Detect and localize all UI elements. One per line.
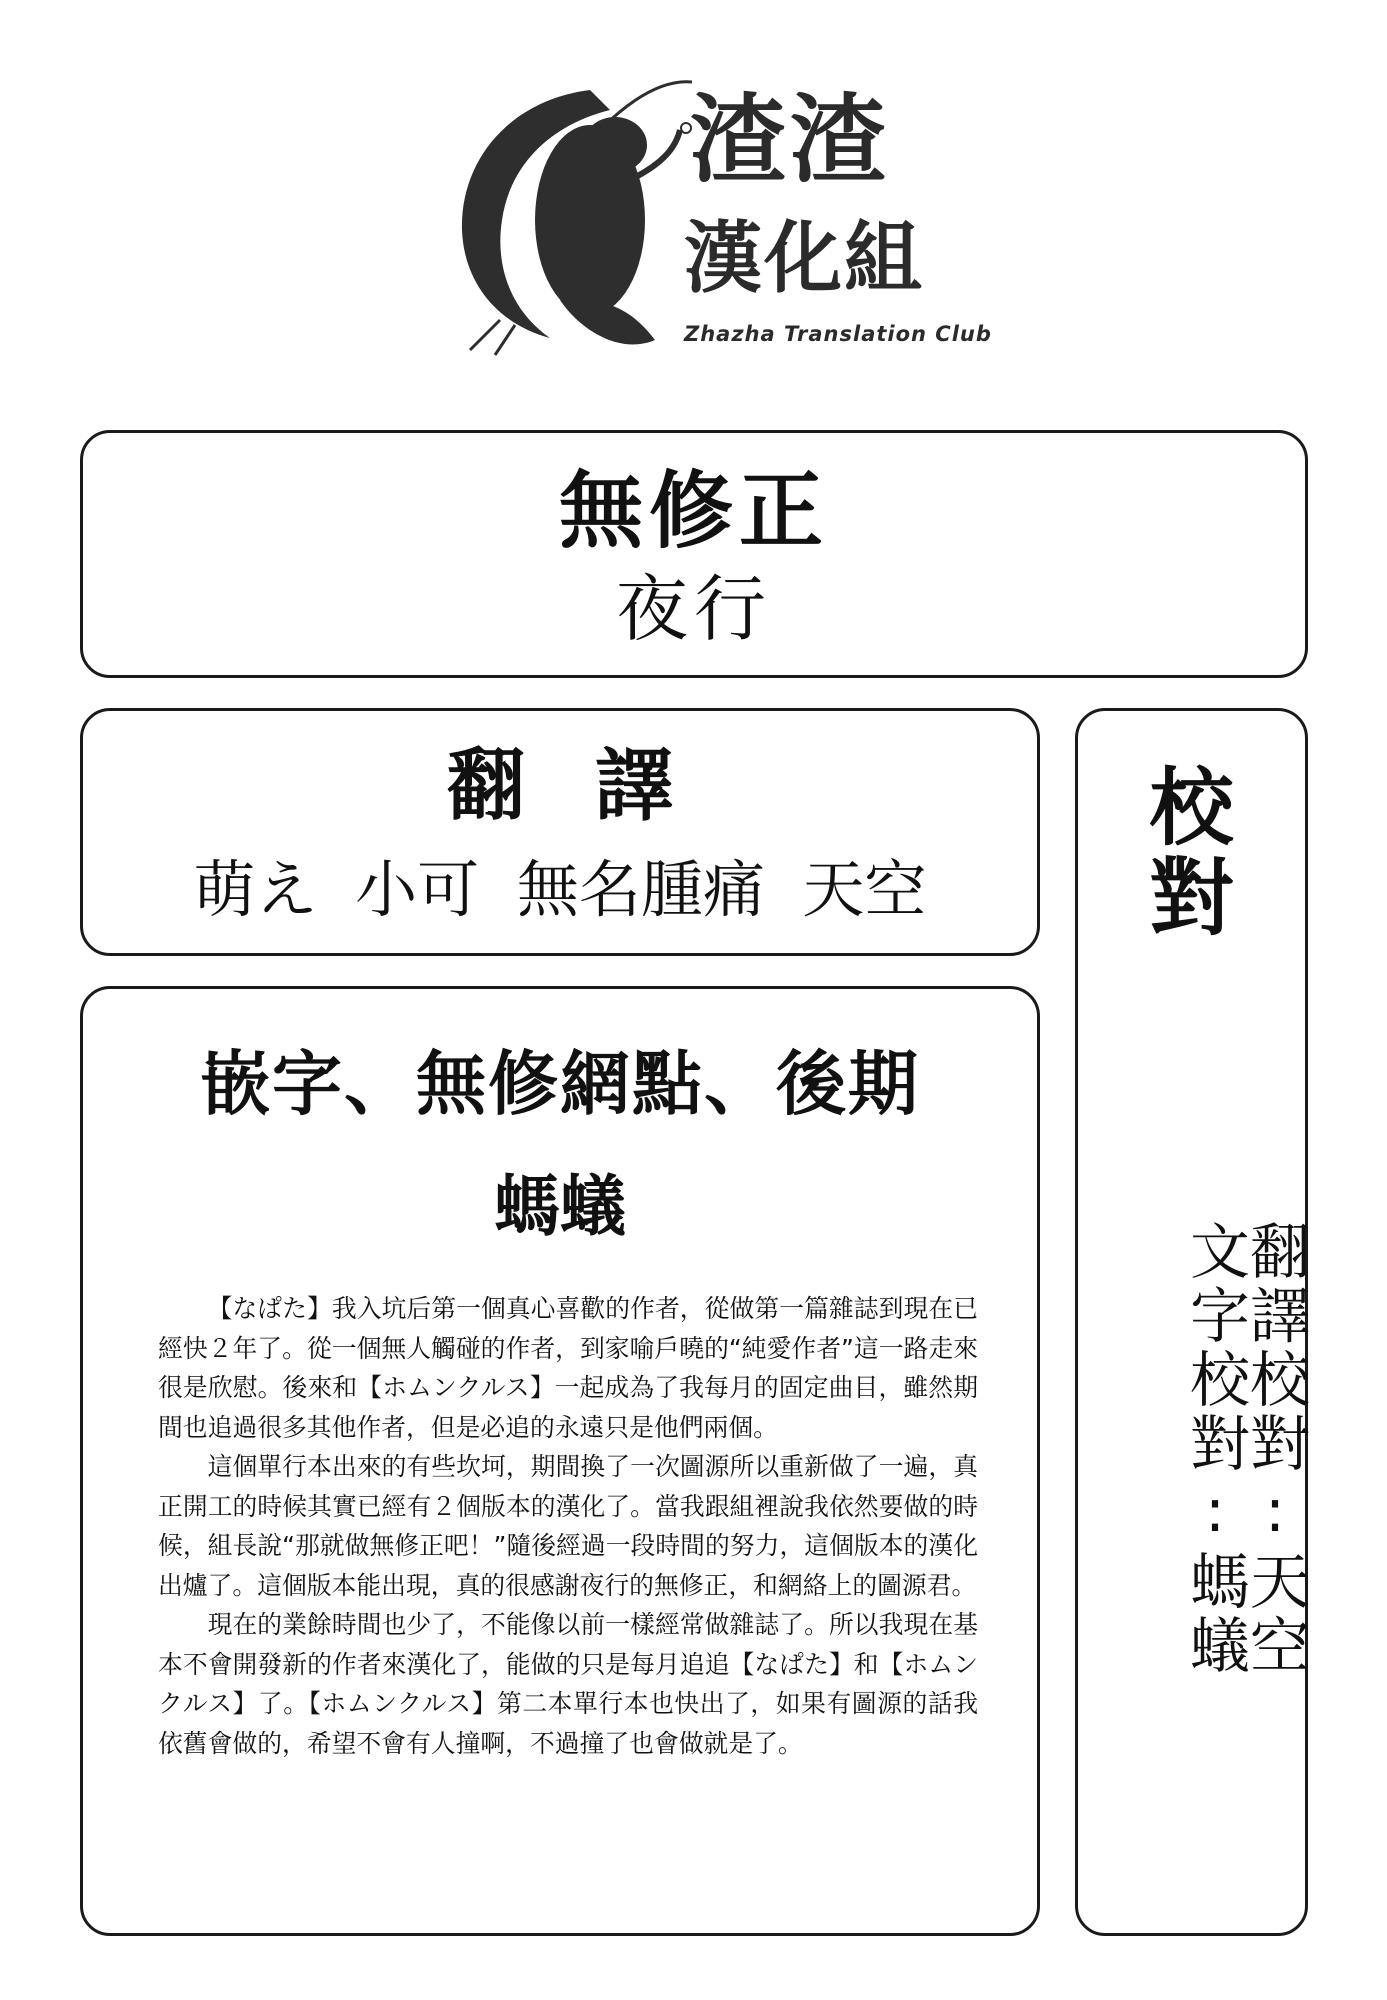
typeset-heading: 嵌字、無修網點、後期 [200, 1043, 920, 1125]
logo-title-line1: 渣渣 [690, 84, 890, 196]
logo-title-line2: 漢化組 [684, 214, 925, 304]
text-proofreader: 文字校對:螞蟻 [1180, 1220, 1250, 1678]
work-title: 無修正 [558, 462, 829, 560]
translation-heading: 翻譯 [446, 741, 743, 831]
proofreader-credits [1078, 1021, 1310, 1901]
translation-proofreader: 翻譯校對:天空 [1240, 1220, 1310, 1678]
club-logo [440, 70, 992, 360]
silhouette-girl-crescent-logo [440, 70, 700, 360]
proofreading-heading-top: 校 [1149, 759, 1234, 857]
title-box [80, 430, 1308, 678]
translation-box [80, 708, 1040, 956]
typesetter-name: 螞蟻 [494, 1168, 626, 1245]
note-paragraph: 這個單行本出來的有些坎坷，期間換了一次圖源所以重新做了一遍，真正開工的時候其實已經有２個版本的漢化了。當我跟組裡說我依然要做的時候，組長說“那就做無修正吧！”隨後經過一段時間的努力，這個版本的漢化出爐了。這個版本能出現，真的很感謝夜行的無修正，和網絡上的圖源君。 [158, 1452, 978, 1600]
translator-note [158, 1289, 978, 1763]
proofreading-heading [1078, 759, 1305, 947]
logo-subtitle: Zhazha Translation Club [684, 322, 992, 346]
proofreading-heading-bottom: 對 [1149, 849, 1234, 947]
typeset-box [80, 986, 1040, 1936]
artist-name: 夜行 [615, 567, 772, 651]
proofreading-box [1075, 708, 1308, 1936]
translator-names: 萌え 小可 無名腫痛 天空 [193, 853, 927, 926]
note-paragraph: 現在的業餘時間也少了，不能像以前一樣經常做雜誌了。所以我現在基本不會開發新的作者來漢化了，能做的只是每月追追【なぱた】和【ホムンクルス】了。【ホムンクルス】第二本單行本也快出了，如果有圖源的話我依舊會做的，希望不會有人撞啊，不過撞了也會做就是了。 [158, 1610, 978, 1758]
note-paragraph: 【なぱた】我入坑后第一個真心喜歡的作者，從做第一篇雜誌到現在已經快２年了。從一個無人觸碰的作者，到家喻戶曉的“純愛作者”這一路走來很是欣慰。後來和【ホムンクルス】一起成為了我每月的固定曲目，雖然期間也追過很多其他作者，但是必追的永遠只是他們兩個。 [158, 1294, 978, 1442]
